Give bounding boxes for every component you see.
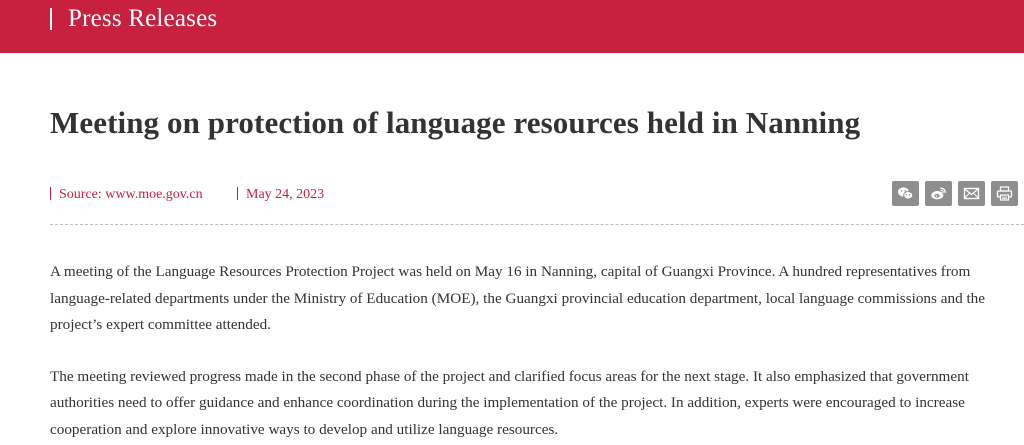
share-toolbar	[892, 181, 1018, 206]
section-title[interactable]: Press Releases	[68, 5, 218, 32]
share-email-button[interactable]	[958, 181, 985, 206]
wechat-icon	[897, 186, 914, 201]
meta-separator	[50, 187, 51, 200]
share-weibo-button[interactable]	[925, 181, 952, 206]
date-text: May 24, 2023	[246, 187, 325, 202]
header-divider	[50, 224, 1024, 225]
share-wechat-button[interactable]	[892, 181, 919, 206]
meta-separator	[237, 187, 238, 200]
email-icon	[963, 186, 980, 201]
article-headline: Meeting on protection of language resources held in Nanning	[50, 105, 861, 140]
page-banner	[0, 0, 1024, 53]
article-source	[50, 186, 203, 204]
article-paragraph: A meeting of the Language Resources Protection Project was held on May 16 in Nanning, capital of Guangxi Province. A hundred representatives from language-related departments under the Ministry of Education (MOE), the Guangxi provincial education department, local language commissions and the project’s expert committee attended.	[50, 263, 986, 333]
source-text: Source: www.moe.gov.cn	[59, 187, 203, 202]
article-body	[50, 259, 1010, 445]
banner-divider	[50, 8, 52, 30]
article-paragraph: The meeting reviewed progress made in the second phase of the project and clarified focus areas for the next stage. It also emphasized that government authorities need to offer guidance and enhance coordination during the implementation of the project. In addition, experts were encouraged to increase cooperation and explore innovative ways to develop and utilize language resources.	[50, 367, 969, 438]
share-print-button[interactable]	[991, 181, 1018, 206]
print-icon	[996, 186, 1013, 201]
article-date	[237, 186, 324, 204]
weibo-icon	[930, 186, 947, 201]
